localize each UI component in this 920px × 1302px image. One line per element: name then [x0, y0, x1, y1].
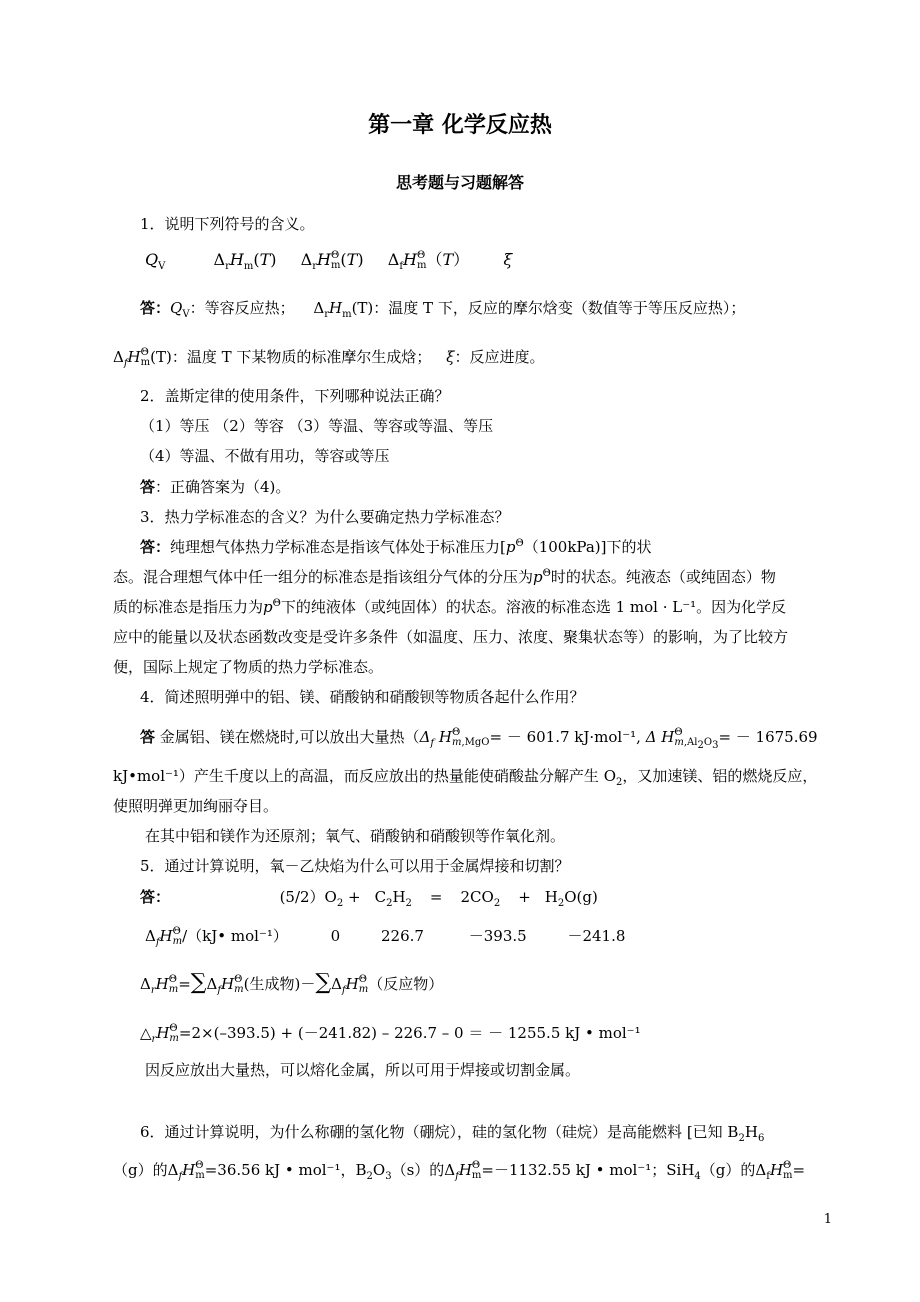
answer-2: 答：正确答案为（4)。 — [140, 478, 291, 496]
answer-label: 答： — [140, 299, 171, 317]
value-c2h2: 226.7 — [381, 927, 424, 945]
formula-line: $\Delta_rH$ Θ m $=\sum\Delta_fH$ Θ m (生成物)$-\sum\Delta_fH$ Θ m （反应物） — [140, 970, 444, 996]
answer-1-line2: $\Delta_fH$ Θ m (T)：温度 T 下某物质的标准摩尔生成焓； ξ：反应进度。 — [113, 347, 545, 369]
question-3: 3．热力学标准态的含义？为什么要确定热力学标准态？ — [140, 508, 510, 526]
question-4: 4．简述照明弹中的铝、镁、硝酸钠和硝酸钡等物质各起什么作用？ — [140, 688, 585, 706]
answer-3-line2: 态。混合理想气体中任一组分的标准态是指该组分气体的分压为$p^\Theta$时的状态。纯液态（或纯固态）物 — [113, 568, 776, 586]
answer-5-equation: 答： $(5/2)O_2 + C_2H_2 = 2CO_2 + H_2O(g)$ — [140, 888, 598, 909]
options-line1: （1）等压 （2）等容 （3）等温、等容或等温、等压 — [140, 417, 494, 435]
page-title: 第一章 化学反应热 — [368, 113, 552, 138]
answer-4-line3: 使照明弹更加绚丽夺目。 — [113, 797, 279, 815]
options-line2: （4）等温、不做有用功，等容或等压 — [140, 447, 390, 465]
page-subtitle: 思考题与习题解答 — [395, 173, 524, 192]
conclusion-5: 因反应放出大量热，可以熔化金属，所以可用于焊接或切割金属。 — [145, 1061, 581, 1079]
question-6-line2: （g）的$\Delta_fH$ Θ m =36.56 kJ • mol⁻¹，$B_2O_3(s)$的$\Delta_fH$ Θ m =－1132.55 kJ • mol⁻¹；SiH$_4$（g）的$\Delta_fH$ Θ m = — [113, 1160, 806, 1182]
value-o2: 0 — [330, 927, 341, 945]
answer-4-line4: 在其中铝和镁作为还原剂；氧气、硝酸钠和硝酸钡等作氧化剂。 — [145, 827, 566, 845]
answer-3-line3: 质的标准态是指压力为$p^\Theta$下的纯液体（或纯固体）的状态。溶液的标准态选 1 mol · L⁻¹。因为化学反 — [113, 598, 787, 616]
answer-4-line2: kJ•mol⁻¹）产生千度以上的高温，而反应放出的热量能使硝酸盐分解产生 $O_2$，又加速镁、铝的燃烧反应， — [113, 767, 818, 788]
answer-3-line1: 答：纯理想气体热力学标准态是指该气体处于标准压力$[p^\Theta(100kPa)]$下的状 — [140, 538, 652, 556]
value-h2o: －241.8 — [567, 927, 626, 945]
question-6-line1: 6．通过计算说明，为什么称硼的氢化物（硼烷），硅的氢化物（硅烷）是高能燃料 [已知 $B_2H_6$ — [140, 1123, 765, 1144]
calc-line: $\triangle_rH$ Θ m =2×(–393.5) + (－241.82) – 226.7 – 0 ＝ － 1255.5 kJ • mol⁻¹ — [140, 1023, 641, 1045]
page-number: 1 — [823, 1212, 832, 1227]
answer-1-line1: 答：$Q_V$：等容反应热； $\Delta_rH_m(T)$：温度 T 下，反应的摩尔焓变（数值等于等压反应热）； — [140, 299, 746, 320]
answer-3-line5: 便，国际上规定了物质的热力学标准态。 — [113, 658, 384, 676]
question-1: 1．说明下列符号的含义。 — [140, 215, 315, 233]
enthalpy-row: $\Delta_fH$ Θ m /（kJ• mol⁻¹） 0 226.7 －393.5 －241.8 — [145, 926, 626, 948]
symbol-row: $Q_V$ $\Delta_rH_m(T)$ $\Delta_rH$ Θ m (T) $\Delta_fH$ Θ m （T） ξ — [145, 249, 513, 273]
answer-4-line1: 答 金属铝、镁在燃烧时,可以放出大量热（$\Delta_f$ H Θ m,MgO = － 601.7 kJ·mol⁻¹, Δ H Θ $m,Al_2O_3$ = － 1675.69 — [140, 727, 818, 751]
answer-3-line4: 应中的能量以及状态函数改变是受许多条件（如温度、压力、浓度、聚集状态等）的影响，为了比较方 — [113, 628, 789, 646]
question-5: 5．通过计算说明，氧－乙炔焰为什么可以用于金属焊接和切割？ — [140, 857, 570, 875]
value-co2: －393.5 — [468, 927, 527, 945]
question-2: 2．盖斯定律的使用条件，下列哪种说法正确？ — [140, 387, 450, 405]
